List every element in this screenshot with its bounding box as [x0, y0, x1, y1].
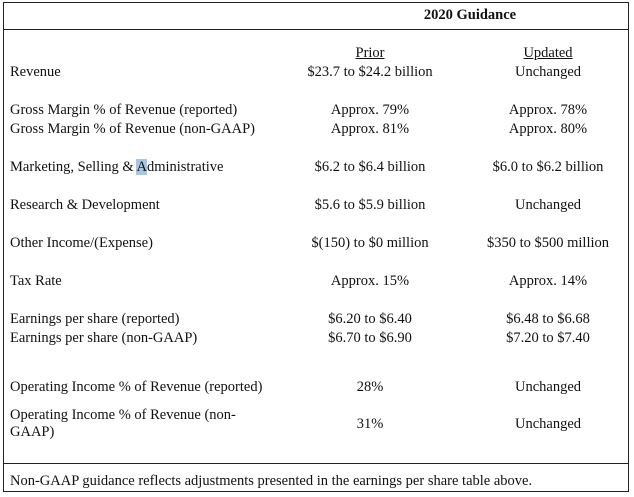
row-updated-rnd: Unchanged	[514, 197, 582, 213]
footnote: Non-GAAP guidance reflects adjustments presented in the earnings per share table above.	[10, 473, 533, 489]
row-label-tax-rate: Tax Rate	[10, 273, 62, 289]
row-prior-eps-non-gaap: $6.70 to $6.90	[328, 330, 412, 346]
column-header-updated: Updated	[523, 45, 573, 61]
row-label-other-income: Other Income/(Expense)	[10, 235, 153, 251]
row-prior-operating-income-reported: 28%	[356, 379, 384, 395]
row-label-operating-income-non-gaap-line1: Operating Income % of Revenue (non-	[10, 407, 236, 423]
row-label-operating-income-non-gaap-line2: GAAP)	[10, 424, 55, 440]
row-prior-rnd: $5.6 to $5.9 billion	[314, 197, 426, 213]
row-prior-gross-margin-reported: Approx. 79%	[330, 102, 410, 118]
row-updated-eps-reported: $6.48 to $6.68	[506, 311, 590, 327]
row-label-gross-margin-reported: Gross Margin % of Revenue (reported)	[10, 102, 238, 118]
row-prior-gross-margin-non-gaap: Approx. 81%	[330, 121, 410, 137]
row-updated-other-income: $350 to $500 million	[486, 235, 610, 251]
row-updated-operating-income-reported: Unchanged	[514, 379, 582, 395]
row-updated-msa: $6.0 to $6.2 billion	[492, 159, 604, 175]
row-prior-tax-rate: Approx. 15%	[330, 273, 410, 289]
row-prior-operating-income-non-gaap: 31%	[356, 416, 384, 432]
row-label-eps-reported: Earnings per share (reported)	[10, 311, 180, 327]
row-prior-msa: $6.2 to $6.4 billion	[314, 159, 426, 175]
table-title: 2020 Guidance	[423, 7, 517, 23]
row-label-msa-part1: Marketing, Selling &	[10, 159, 137, 175]
row-label-operating-income-reported: Operating Income % of Revenue (reported)	[10, 379, 263, 395]
row-updated-gross-margin-non-gaap: Approx. 80%	[508, 121, 588, 137]
row-updated-gross-margin-reported: Approx. 78%	[508, 102, 588, 118]
row-label-msa-part2: dministrative	[146, 159, 224, 175]
row-label-rnd: Research & Development	[10, 197, 160, 213]
row-updated-revenue: Unchanged	[514, 64, 582, 80]
column-header-prior: Prior	[355, 45, 385, 61]
text-selection-highlight[interactable]: A	[136, 159, 147, 175]
row-prior-revenue: $23.7 to $24.2 billion	[307, 64, 433, 80]
row-label-msa	[10, 158, 223, 176]
row-updated-operating-income-non-gaap: Unchanged	[514, 416, 582, 432]
row-label-revenue: Revenue	[10, 64, 61, 80]
row-label-eps-non-gaap: Earnings per share (non-GAAP)	[10, 330, 198, 346]
row-prior-other-income: $(150) to $0 million	[311, 235, 429, 251]
header-divider	[3, 29, 629, 30]
row-updated-eps-non-gaap: $7.20 to $7.40	[506, 330, 590, 346]
row-prior-eps-reported: $6.20 to $6.40	[328, 311, 412, 327]
footnote-divider	[3, 463, 629, 464]
row-label-gross-margin-non-gaap: Gross Margin % of Revenue (non-GAAP)	[10, 121, 255, 137]
row-updated-tax-rate: Approx. 14%	[508, 273, 588, 289]
